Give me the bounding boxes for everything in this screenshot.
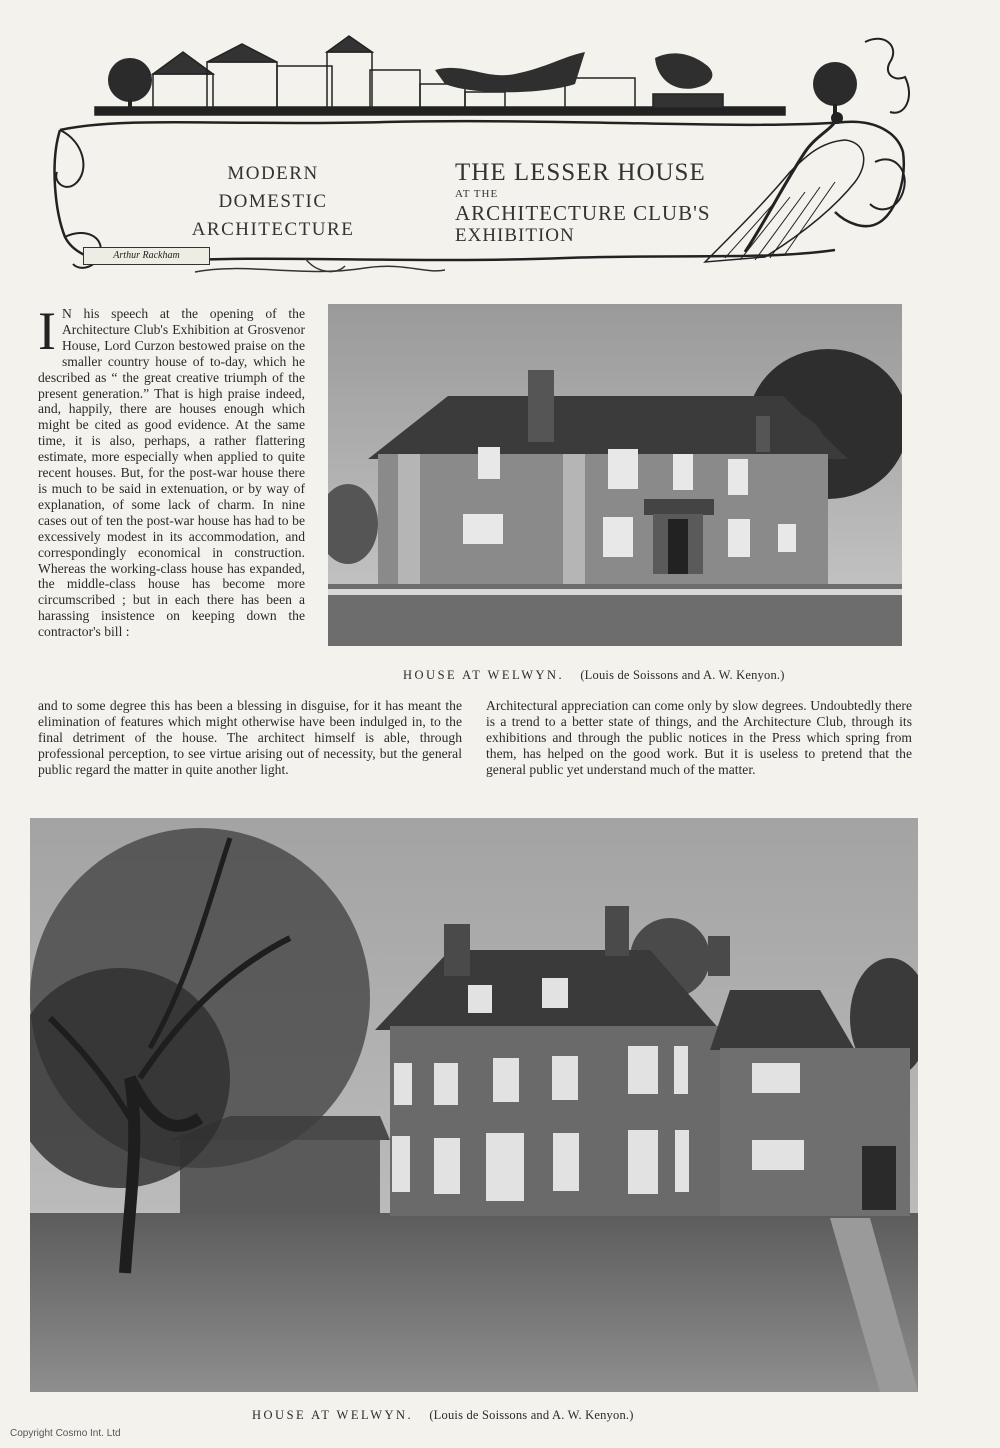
- house-photo-bottom-image: [30, 818, 918, 1392]
- header-right-title: [455, 159, 775, 247]
- photo-caption-title: HOUSE AT WELWYN.: [252, 1408, 414, 1422]
- house-photo-top: [328, 304, 902, 646]
- photo-caption-title: HOUSE AT WELWYN.: [403, 668, 565, 682]
- article-intro-column: [38, 301, 305, 640]
- article-title: THE LESSER HOUSE: [455, 159, 706, 186]
- drop-cap: I: [38, 301, 56, 361]
- copyright-notice: Copyright Cosmo Int. Ltd: [10, 1428, 121, 1439]
- header-left-line-3: ARCHITECTURE: [191, 219, 355, 240]
- header-left-line-1: MODERN: [227, 163, 319, 184]
- header-vignette: [45, 22, 915, 287]
- photo-caption-bottom: [252, 1408, 634, 1423]
- house-photo-top-image: [328, 304, 902, 646]
- article-column-right: Architectural appreciation can come only by slow degrees. Undoubtedly there is a trend to a better state of things, and the Architecture Club, through its exhibitions and through the public notices in the Press which spring from them, has helped on the good work. But it is useless to pretend that the general public yet understand much of the matter.: [486, 698, 912, 777]
- photo-caption-credit: (Louis de Soissons and A. W. Kenyon.): [580, 668, 785, 682]
- article-column-left: and to some degree this has been a blessing in disguise, for it has meant the elimination of features which might otherwise have been indulged in, to the final detriment of the house. The architect himself is able, through professional perception, to see virtue arising out of necessity, but the general public regard the matter in quite another light.: [38, 698, 462, 777]
- article-subtitle-line-2: EXHIBITION: [455, 225, 575, 246]
- photo-caption-credit: (Louis de Soissons and A. W. Kenyon.): [429, 1408, 634, 1422]
- article-intro-text: N his speech at the opening of the Architecture Club's Exhibition at Grosvenor House, Lord Curzon bestowed praise on the smaller country house of to-day, which he described as “ the great creative triumph of the present generation.” That is high praise indeed, and, happily, there are houses enough which might be cited as good evidence. At the same time, it is also, perhaps, a rather flattering estimate, more especially when applied to quite recent houses. But, for the post-war house there is much to be said in extenuation, or by way of explanation, of some lack of charm. In nine cases out of ten the post-war house has had to be excessively modest in its accommodation, and correspondingly economical in construction. Whereas the working-class house has expanded, the middle-class house has become more circumscribed ; but in each there has been a harassing insistence on keeping down the contractor's bill :: [38, 306, 305, 640]
- house-photo-bottom: [30, 818, 918, 1392]
- artist-signature: Arthur Rackham: [83, 247, 210, 265]
- photo-caption-top: [403, 668, 785, 683]
- article-subtitle-line-1: ARCHITECTURE CLUB'S: [455, 201, 711, 225]
- header-left-line-2: DOMESTIC: [218, 191, 328, 212]
- article-title-connector: AT THE: [455, 188, 499, 200]
- header-left-title: [173, 160, 373, 244]
